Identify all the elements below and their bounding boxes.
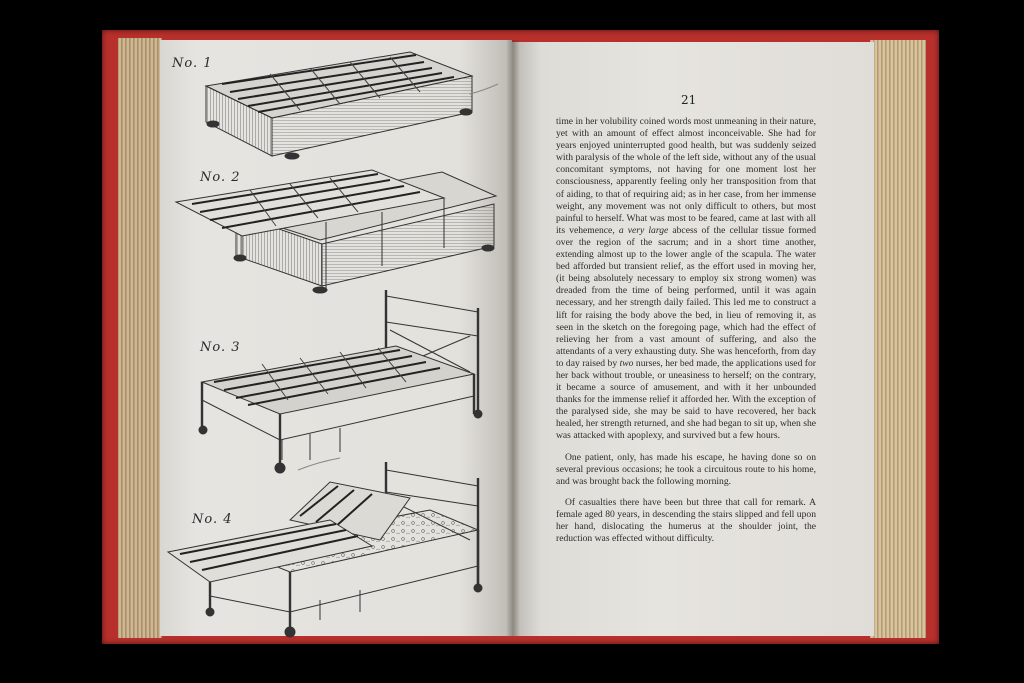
paragraph-1-italic-1: a very large xyxy=(618,224,669,236)
figure-label-1: No. 1 xyxy=(172,56,213,71)
bed-figure-3 xyxy=(199,290,482,473)
paragraph-3: Of casualties there have been but three that call for remark. A female aged 80 years, in descending the stairs slipped and fell upon her hand, dislocating the humerus at the shoulder joint, the reduction was effected without difficulty. xyxy=(556,496,816,545)
paragraph-1-italic-2: two xyxy=(619,357,634,369)
paragraph-2: One patient, only, has made his escape, he having done so on several previous occasions; he took a circuitous route to his home, and was brought back the following morning. xyxy=(556,451,816,487)
page-number: 21 xyxy=(681,93,697,107)
paragraph-1 xyxy=(556,116,816,443)
page-text-block xyxy=(556,116,816,545)
paragraph-1-part-2: abcess of the cellular tissue formed over the region of the sacrum; and in a short time another, extending almost up to the lower angle of the scapula. The water bed afforded but transient relief, as the effort used in moving her, (it being absolutely necessary to employ six strong women) was dreaded from the time of being performed, until it was again necessary, and her strength daily failed. This led me to construct a lift for raising the body above the bed, in lieu of removing it, as seen in the sketch on the foregoing page, which had the effect of relieving her from a vast amount of suffering, and also the attendants of a very exhausting duty. She was henceforth, from day to day raised by xyxy=(556,224,817,369)
figure-label-4: No. 4 xyxy=(192,512,233,527)
figure-label-2: No. 2 xyxy=(200,170,241,185)
bed-figure-2 xyxy=(176,170,496,293)
paragraph-1-part-1: time in her volubility coined words most unmeaning in their nature, yet with an amount of effect almost inconceivable. She had for years enjoyed uninterrupted good health, but was suddenly seized with paralysis of the whole of the left side, without any of the usual concomitant symptoms, not having for one moment lost her consciousness, apparently feeling only her transposition from that of aiding, to that of requiring aid; as in her case, from her immense weight, any movement was not only difficult to others, but most painful to herself. What was most to be feared, came at last with all its vehemence, xyxy=(556,116,816,236)
paragraph-1-part-3: nurses, her bed made, the applications used for her back without trouble, or uneasiness to herself; on the contrary, it became a source of amusement, and with it her unbounded thanks for the immense relief it afforded her. With the exception of the paralysed side, she may be said to have recovered, her back healed, her strength returned, and she had began to sit up, when she was attacked with apoplexy, and survived but a few hours. xyxy=(556,357,816,442)
bed-engraving-plate xyxy=(0,0,512,640)
figure-label-3: No. 3 xyxy=(200,340,241,355)
bed-figure-4 xyxy=(168,462,482,637)
page-edges-right xyxy=(870,40,926,638)
bed-figure-1 xyxy=(206,52,498,159)
